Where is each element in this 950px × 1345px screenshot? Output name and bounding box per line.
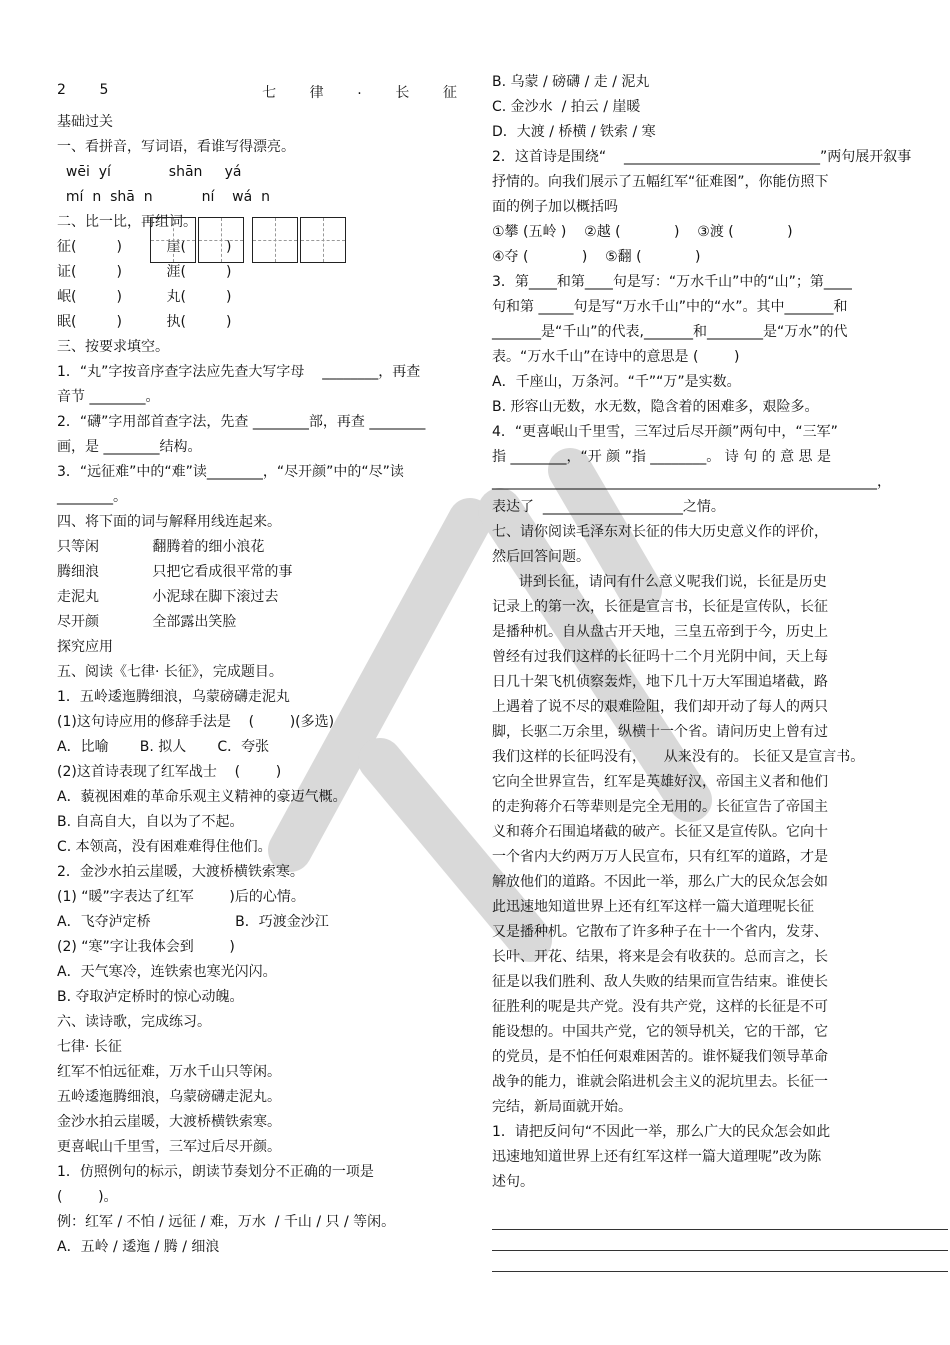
answer-line[interactable]	[492, 1251, 948, 1272]
text-line: 证( ) 涯( )	[57, 264, 232, 280]
text-line: 4．“更喜岷山千里雪，三军过后尽开颜”两句中，“三军”	[492, 424, 838, 440]
text-line: 记录上的第一次，长征是宣言书，长征是宣传队，长征	[492, 599, 828, 615]
text-line: 只等闲 翻腾着的细小浪花	[57, 539, 265, 555]
title-char: 5	[99, 82, 109, 98]
title-char: 长	[395, 85, 410, 101]
text-line: 是播种机。自从盘古开天地，三皇五帝到于今，历史上	[492, 624, 828, 640]
text-line: 四、将下面的词与解释用线连起来。	[57, 514, 281, 530]
text-line: A．天气寒冷，连铁索也寒光闪闪。	[57, 964, 277, 980]
right-column	[492, 70, 942, 1272]
text-line: 2．这首诗是围绕“ ____________________________”两句展开叙事	[492, 149, 912, 165]
text-line: 日几十架飞机侦察轰炸，地下几十万大军围追堵截，路	[492, 674, 828, 690]
text-line: 曾经有过我们这样的长征吗十二个月光阴中间，天上每	[492, 649, 828, 665]
text-line: 长叶、开花、结果，将来是会有收获的。总而言之，长	[492, 949, 828, 965]
text-line: 六、读诗歌，完成练习。	[57, 1014, 211, 1030]
text-line: 指 ________，“开 颜 ”指 ________。 诗 句 的 意 思 是	[492, 449, 832, 465]
lesson-title	[57, 70, 457, 110]
text-line: 走泥丸 小泥球在脚下滚过去	[57, 589, 279, 605]
text-line: D．大渡 / 桥横 / 铁索 / 寒	[492, 124, 656, 140]
text-line: 征是以我们胜利、敌人失败的结果而宣告结束。谁使长	[492, 974, 828, 990]
text-line: (1) “暖”字表达了红军 )后的心情。	[57, 889, 305, 905]
text-line: 的党员，是不怕任何艰难困苦的。谁怀疑我们领导革命	[492, 1049, 828, 1065]
text-line: 2．金沙水拍云崖暖，大渡桥横铁索寒。	[57, 864, 304, 880]
text-line: 音节 ________。	[57, 389, 160, 405]
grid-cell[interactable]	[252, 217, 298, 263]
text-line: 更喜岷山千里雪，三军过后尽开颜。	[57, 1139, 281, 1155]
text-line: 表。“万水千山”在诗中的意思是 ( )	[492, 349, 740, 365]
text-line: A．飞夺泸定桥 B．巧渡金沙江	[57, 914, 329, 930]
text-line: 讲到长征，请问有什么意义呢我们说，长征是历史	[492, 574, 827, 590]
left-text-block	[57, 110, 477, 1260]
text-line: 能设想的。中国共产党，它的领导机关，它的干部，它	[492, 1024, 828, 1040]
text-line: B. 自高自大，自以为了不起。	[57, 814, 244, 830]
text-line: ( )。	[57, 1189, 118, 1205]
text-line: 述句。	[492, 1174, 534, 1190]
grid-cell[interactable]	[150, 217, 196, 263]
text-line: B. 形容山无数，水无数，隐含着的困难多，艰险多。	[492, 399, 819, 415]
text-line: 又是播种机。它散布了许多种子在十一个省内，发芽、	[492, 924, 828, 940]
text-line: 义和蒋介石围追堵截的破产。长征又是宣传队。它向十	[492, 824, 828, 840]
text-line: 二、比一比，再组词。	[57, 214, 197, 230]
text-line: 表达了 ____________________之情。	[492, 499, 725, 515]
writing-grid	[150, 217, 354, 263]
text-line: (2) “寒”字让我体会到 )	[57, 939, 235, 955]
right-text-block	[492, 70, 942, 1195]
text-line: 解放他们的道路。不因此一举，那么广大的民众怎会如	[492, 874, 828, 890]
text-line: 基础过关	[57, 114, 113, 130]
text-line: 上遇着了说不尽的艰难险阻，我们却开动了每人的两只	[492, 699, 828, 715]
text-line: 征胜利的呢是共产党。没有共产党，这样的长征是不可	[492, 999, 828, 1015]
text-line: C. 本领高，没有困难难得住他们。	[57, 839, 272, 855]
text-line: 五、阅读《七律· 长征》，完成题目。	[57, 664, 283, 680]
text-line: ①攀 (五岭 ) ②越 ( ) ③渡 ( )	[492, 224, 793, 240]
title-char: 征	[442, 85, 457, 101]
text-line: _______________________________________________________，	[492, 474, 891, 490]
text-line: 战争的能力，谁就会陷进机会主义的泥坑里去。长征一	[492, 1074, 828, 1090]
text-line: 的走狗蒋介石等辈则是完全无用的。长征宣告了帝国主	[492, 799, 828, 815]
title-char: 律	[309, 85, 324, 101]
text-line: 一、看拼音，写词语，看谁写得漂亮。	[57, 139, 295, 155]
text-line: 七、请你阅读毛泽东对长征的伟大历史意义作的评价，	[492, 524, 828, 540]
text-line: mí n shā n ní wá n	[57, 189, 270, 205]
text-line: 2．“礴”字用部首查字法，先查 ________部，再查 ________	[57, 414, 426, 430]
text-line: 一个省内大约两万万人民宣布，只有红军的道路，才是	[492, 849, 828, 865]
text-line: 眠( ) 执( )	[57, 314, 232, 330]
text-line: 1．请把反问句“不因此一举，那么广大的民众怎会如此	[492, 1124, 831, 1140]
text-line: 七律· 长征	[57, 1039, 122, 1055]
text-line: 此迅速地知道世界上还有红军这样一篇大道理呢长征	[492, 899, 814, 915]
text-line: 尽开颜 全部露出笑脸	[57, 614, 237, 630]
text-line: 画，是 ________结构。	[57, 439, 202, 455]
text-line: 它向全世界宣告，红军是英雄好汉，帝国主义者和他们	[492, 774, 828, 790]
text-line: 探究应用	[57, 639, 113, 655]
answer-lines[interactable]	[492, 1209, 942, 1272]
text-line: B. 乌蒙 / 磅礴 / 走 / 泥丸	[492, 74, 650, 90]
text-line: A．藐视困难的革命乐观主义精神的豪迈气概。	[57, 789, 347, 805]
text-line: 红军不怕远征难，万水千山只等闲。	[57, 1064, 281, 1080]
text-line: 3．“远征难”中的“难”读________，“尽开颜”中的“尽”读	[57, 464, 404, 480]
text-line: A．千座山，万条河。“千”“万”是实数。	[492, 374, 741, 390]
text-line: B. 夺取泸定桥时的惊心动魄。	[57, 989, 244, 1005]
title-char: 七	[262, 85, 277, 101]
text-line: 完结，新局面就开始。	[492, 1099, 632, 1115]
text-line: 征( ) 崖( )	[57, 239, 232, 255]
text-line: 我们这样的长征吗没有， 从来没有的。 长征又是宣言书。	[492, 749, 865, 765]
text-line: 1．仿照例句的标示，朗读节奏划分不正确的一项是	[57, 1164, 374, 1180]
text-line: C. 金沙水 / 拍云 / 崖暖	[492, 99, 641, 115]
text-line: 三、按要求填空。	[57, 339, 169, 355]
text-line: 1．“丸”字按音序查字法应先查大写字母 ________，再查	[57, 364, 421, 380]
text-line: wēi yí shān yá	[57, 164, 242, 180]
text-line: 例：红军 / 不怕 / 远征 / 难，万水 / 千山 / 只 / 等闲。	[57, 1214, 396, 1230]
text-line: 然后回答问题。	[492, 549, 590, 565]
title-char: .	[357, 82, 362, 98]
text-line: ④夺 ( ) ⑤翻 ( )	[492, 249, 701, 265]
text-line: (1)这句诗应用的修辞手法是 ( )(多选)	[57, 714, 335, 730]
title-char: 2	[57, 82, 66, 98]
text-line: 1．五岭逶迤腾细浪，乌蒙磅礴走泥丸	[57, 689, 290, 705]
text-line: (2)这首诗表现了红军战士 ( )	[57, 764, 282, 780]
grid-cell[interactable]	[198, 217, 244, 263]
text-line: 面的例子加以概括吗	[492, 199, 618, 215]
text-line: _______是“千山”的代表,_______和________是“万水”的代	[492, 324, 848, 340]
grid-cell[interactable]	[300, 217, 346, 263]
text-line: 金沙水拍云崖暖，大渡桥横铁索寒。	[57, 1114, 281, 1130]
answer-line[interactable]	[492, 1230, 948, 1251]
text-line: A．五岭 / 逶迤 / 腾 / 细浪	[57, 1239, 220, 1255]
answer-line[interactable]	[492, 1209, 948, 1230]
text-line: A．比喻 B. 拟人 C．夸张	[57, 739, 270, 755]
text-line: 五岭逶迤腾细浪，乌蒙磅礴走泥丸。	[57, 1089, 281, 1105]
text-line: 3．第____和第____句是写：“万水千山”中的“山”；第____	[492, 274, 852, 290]
text-line: 腾细浪 只把它看成很平常的事	[57, 564, 293, 580]
text-line: 抒情的。向我们展示了五幅红军“征难图”，你能仿照下	[492, 174, 829, 190]
text-line: 句和第 _____句是写“万水千山”中的“水”。其中_______和	[492, 299, 848, 315]
text-line: 迅速地知道世界上还有红军这样一篇大道理呢”改为陈	[492, 1149, 822, 1165]
text-line: 岷( ) 丸( )	[57, 289, 232, 305]
text-line: 脚，长驱二万余里，纵横十一个省。请问历史上曾有过	[492, 724, 828, 740]
text-line: ________。	[57, 489, 127, 505]
